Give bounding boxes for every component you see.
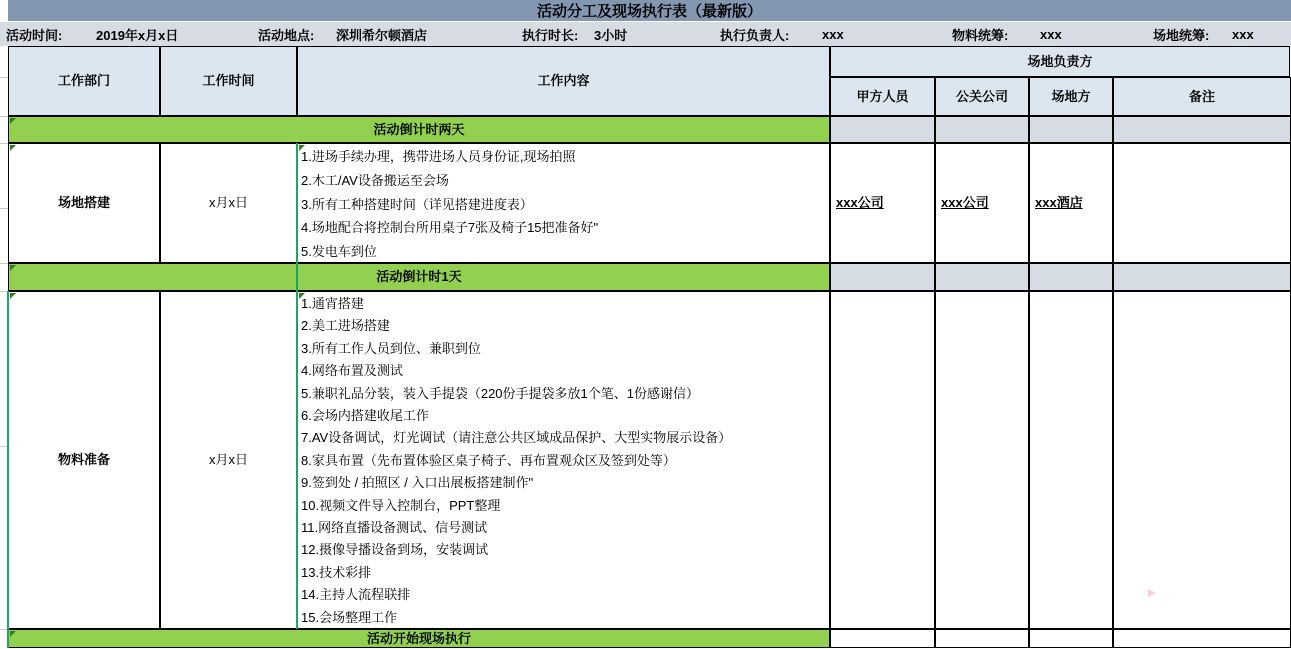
header-label: 公关公司: [955, 88, 1008, 104]
task-line: 12.摄像导播设备到场，安装调试: [301, 542, 489, 558]
selection-border-left: [7, 291, 9, 648]
info-label-venue-coord: 场地统筹:: [1153, 27, 1210, 43]
info-value-duration: 3小时: [594, 27, 628, 43]
info-value-exec-owner: xxx: [822, 26, 844, 42]
empty-cell[interactable]: [1029, 116, 1113, 143]
empty-cell[interactable]: [1113, 263, 1291, 291]
task-line: 15.会场整理工作: [301, 609, 398, 625]
info-label-material-coord: 物料统筹:: [952, 27, 1009, 43]
header-cell-department[interactable]: [8, 46, 160, 116]
header-cell-remarks[interactable]: [1113, 77, 1291, 116]
cell-corner-marker-icon: [10, 631, 16, 637]
task-line: 5.发电车到位: [301, 244, 377, 260]
task-line: 10.视频文件导入控制台，PPT整理: [301, 497, 501, 513]
info-label-exec-owner: 执行负责人:: [720, 27, 790, 43]
task-line: 5.兼职礼品分装，装入手提袋（220份手提袋多放1个笔、1份感谢信）: [301, 385, 699, 401]
cell-corner-marker-icon: [299, 293, 305, 299]
info-label-event-place: 活动地点:: [258, 27, 315, 43]
task-line: 4.网络布置及测试: [301, 363, 403, 379]
page-title-text: 活动分工及现场执行表（最新版）: [536, 3, 762, 20]
task-line: 3.所有工种搭建时间（详见搭建进度表）: [301, 196, 533, 212]
task-line: 1.通宵搭建: [301, 296, 364, 311]
info-value-venue-coord: xxx: [1232, 26, 1254, 42]
task-line: 2.美工进场搭建: [301, 318, 390, 334]
gutter-gridline: [0, 116, 8, 117]
info-value-event-place: 深圳希尔顿酒店: [336, 27, 428, 43]
cell-remarks-row2[interactable]: [1113, 291, 1291, 629]
header-label: 工作内容: [537, 73, 590, 89]
info-row[interactable]: [0, 22, 1291, 46]
header-cell-venue-group[interactable]: [830, 46, 1290, 77]
task-line: 7.AV设备调试，灯光调试（请注意公共区域成品保护、大型实物展示设备）: [301, 430, 732, 446]
cell-pr-company-row1[interactable]: [935, 143, 1029, 263]
header-cell-venue-side[interactable]: [1029, 77, 1113, 116]
header-cell-pr-company[interactable]: [935, 77, 1029, 116]
cell-corner-marker-icon: [299, 145, 305, 151]
info-label-duration: 执行时长:: [522, 27, 579, 43]
cell-remarks-row1[interactable]: [1113, 143, 1291, 263]
section-row-countdown-2days[interactable]: [8, 116, 830, 143]
cell-pr-company-row2[interactable]: [935, 291, 1029, 629]
empty-cell[interactable]: [1029, 263, 1113, 291]
cell-department-row1[interactable]: [8, 143, 160, 263]
venue-value: xxx酒店: [1035, 195, 1083, 211]
info-label-event-time: 活动时间:: [6, 27, 63, 43]
task-line: 11.网络直播设备测试、信号测试: [301, 520, 488, 536]
task-line: 9.签到处 / 拍照区 / 入口出展板搭建制作": [301, 475, 534, 491]
cell-corner-marker-icon: [10, 265, 16, 271]
task-line: 6.会场内搭建收尾工作: [301, 408, 429, 424]
task-line: 2.木工/AV设备搬运至会场: [301, 172, 449, 188]
cell-department-row2[interactable]: [8, 291, 160, 629]
task-line: 3.所有工作人员到位、兼职到位: [301, 340, 481, 356]
work-time-value: x月x日: [208, 452, 248, 468]
party-a-value: xxx公司: [836, 195, 884, 211]
task-line: 4.场地配合将控制台所用桌子7张及椅子15把准备好": [301, 220, 599, 236]
cell-work-content-row1[interactable]: [297, 143, 830, 263]
cell-venue-row1[interactable]: [1029, 143, 1113, 263]
header-label: 工作部门: [57, 73, 110, 89]
task-line: 8.家具布置（先布置体验区桌子椅子、再布置观众区及签到处等）: [301, 452, 676, 468]
empty-cell[interactable]: [935, 263, 1029, 291]
info-value-event-time: 2019年x月x日: [96, 27, 179, 43]
header-cell-party-a[interactable]: [830, 77, 935, 116]
cell-corner-marker-icon: [10, 118, 16, 124]
cell-party-a-row2[interactable]: [830, 291, 935, 629]
empty-cell[interactable]: [935, 629, 1029, 648]
header-label: 工作时间: [202, 73, 255, 89]
gutter-gridline: [0, 77, 8, 78]
cell-venue-row2[interactable]: [1029, 291, 1113, 629]
header-label: 甲方人员: [856, 88, 909, 104]
department-label: 场地搭建: [57, 195, 110, 211]
section-row-countdown-1day[interactable]: [8, 263, 830, 291]
empty-cell[interactable]: [1113, 629, 1291, 648]
section-label: 活动倒计时两天: [373, 121, 465, 137]
task-line: 14.主持人流程联排: [301, 587, 411, 603]
cell-corner-marker-icon: [10, 293, 16, 299]
header-cell-work-time[interactable]: [160, 46, 297, 116]
empty-cell[interactable]: [830, 263, 935, 291]
section-label: 活动倒计时1天: [376, 269, 462, 285]
empty-cell[interactable]: [1029, 629, 1113, 648]
empty-cell[interactable]: [935, 116, 1029, 143]
empty-cell[interactable]: [1113, 116, 1291, 143]
section-row-start-execution[interactable]: [8, 629, 830, 648]
gutter-gridline: [0, 208, 8, 209]
cell-work-time-row2[interactable]: [160, 291, 297, 629]
work-time-value: x月x日: [208, 195, 248, 211]
cell-work-time-row1[interactable]: [160, 143, 297, 263]
cell-work-content-row2[interactable]: [297, 291, 830, 629]
gutter-gridline: [0, 143, 8, 144]
header-cell-work-content[interactable]: [297, 46, 830, 116]
section-label: 活动开始现场执行: [366, 630, 471, 646]
header-label: 场地负责方: [1027, 53, 1093, 69]
info-value-material-coord: xxx: [1040, 26, 1062, 42]
gutter-gridline: [0, 263, 8, 264]
faint-arrow-icon: [1148, 589, 1156, 597]
task-line: 1.进场手续办理，携带进场人员身份证,现场拍照: [301, 149, 576, 164]
header-label: 场地方: [1051, 88, 1091, 104]
pr-company-value: xxx公司: [941, 195, 989, 211]
department-label: 物料准备: [57, 452, 110, 468]
header-label: 备注: [1188, 88, 1215, 104]
selection-border-content: [296, 143, 298, 629]
page-title[interactable]: [8, 0, 1291, 22]
empty-cell[interactable]: [830, 116, 935, 143]
cell-corner-marker-icon: [10, 145, 16, 151]
task-line: 13.技术彩排: [301, 564, 372, 580]
empty-cell[interactable]: [830, 629, 935, 648]
cell-party-a-row1[interactable]: [830, 143, 935, 263]
